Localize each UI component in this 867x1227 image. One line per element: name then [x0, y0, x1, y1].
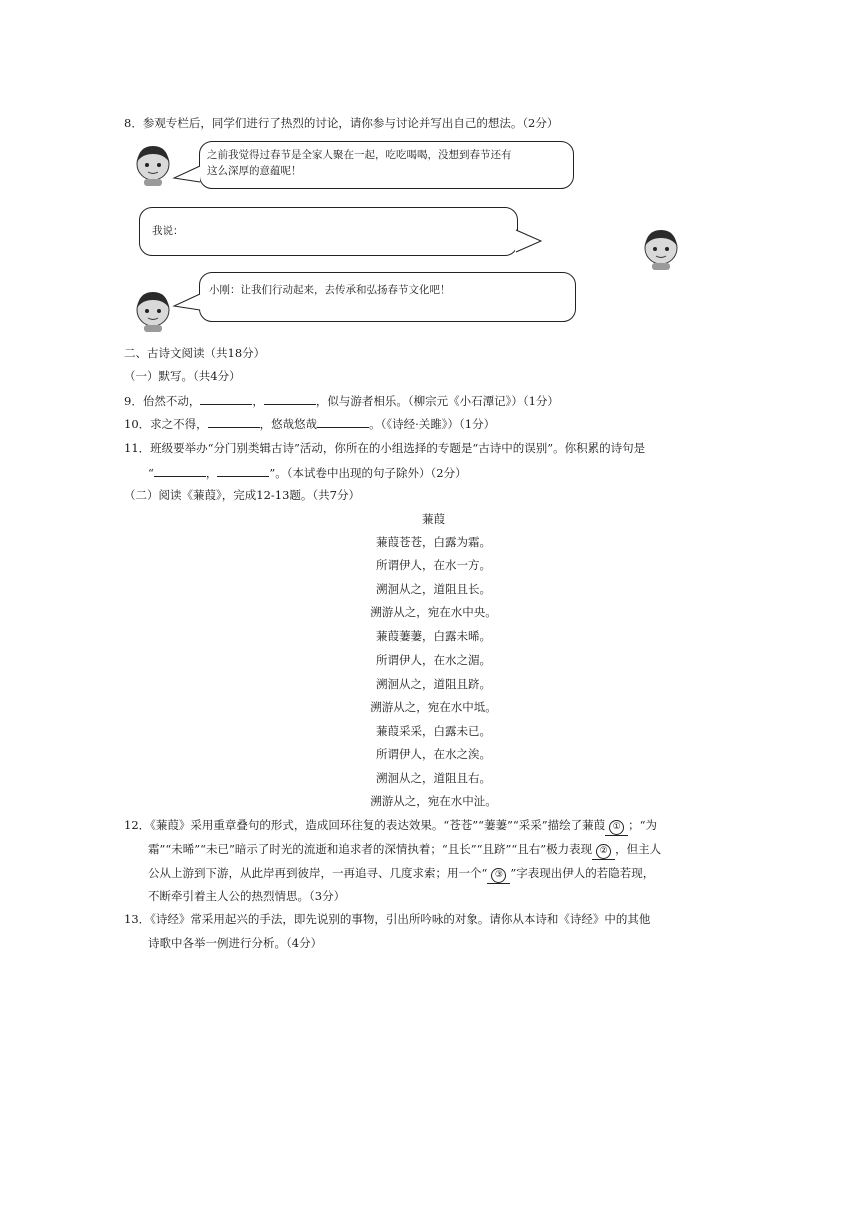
answer-blank[interactable] [154, 464, 206, 477]
answer-blank[interactable] [217, 464, 269, 477]
boy-avatar-icon [130, 140, 176, 186]
poem-line: 蒹葭采采，白露未已。 [376, 724, 491, 738]
question-12-line-2 [148, 841, 661, 860]
poem-line: 溯游从之，宛在水中坻。 [370, 700, 497, 714]
circled-number: ② [596, 844, 611, 859]
answer-blank[interactable] [317, 415, 369, 428]
q10-prefix: 10．求之不得， [124, 417, 208, 431]
q10-suffix: 。（《诗经·关雎》）（1分） [369, 417, 496, 431]
poem-line: 所谓伊人，在水一方。 [376, 558, 491, 572]
question-12-line-1 [124, 817, 657, 836]
q9-suffix: ，似与游者相乐。（柳宗元《小石潭记》）（1分） [315, 394, 559, 408]
bubble-tail-left [172, 292, 202, 314]
poem-line: 蒹葭苍苍，白露为霜。 [376, 535, 491, 549]
bubble-1-line-1: 之前我觉得过春节是全家人聚在一起，吃吃喝喝，没想到春节还有 [207, 149, 512, 161]
answer-blank[interactable] [605, 818, 628, 836]
boy-avatar-icon [130, 286, 176, 332]
q11-mid: ， [205, 466, 218, 480]
question-12-line-3 [148, 865, 654, 884]
circled-number: ① [609, 820, 624, 835]
q12-text: 霜”“未晞”“未已”暗示了时光的流逝和追求者的深情执着；“且长”“且跻”“且右”极力表现 [148, 842, 593, 856]
boy-avatar-icon [638, 224, 684, 270]
question-8-prompt: 8．参观专栏后，同学们进行了热烈的讨论，请你参与讨论并写出自己的想法。（2分） [124, 116, 559, 130]
poem-line: 溯游从之，宛在水中沚。 [370, 794, 497, 808]
question-11-line-1: 11．班级要举办“分门别类辑古诗”活动，你所在的小组选择的专题是“古诗中的误别”。你积累的诗句是 [124, 441, 646, 455]
question-13-line-2: 诗歌中各举一例进行分析。（4分） [148, 936, 323, 950]
poem-title: 蒹葭 [422, 512, 445, 526]
q12-text: ，但主人 [615, 842, 662, 856]
bubble-tail-right [515, 226, 543, 256]
bubble-2-text: 我说： [152, 225, 184, 237]
poem-line: 蒹葭萋萋，白露未晞。 [376, 629, 491, 643]
answer-blank[interactable] [487, 866, 510, 884]
answer-blank[interactable] [264, 392, 316, 405]
poem-line: 溯洄从之，道阻且长。 [376, 582, 491, 596]
poem-line: 溯洄从之，道阻且右。 [376, 771, 491, 785]
q12-text: 公从上游到下游，从此岸再到彼岸，一再追寻、几度求索；用一个“ [148, 866, 488, 880]
q9-mid: ， [252, 394, 264, 408]
question-13-line-1: 13．《诗经》常采用起兴的手法，即先说别的事物，引出所吟咏的对象。请你从本诗和《诗经》中的其他 [124, 912, 651, 926]
poem-line: 所谓伊人，在水之湄。 [376, 653, 491, 667]
bubble-tail-left [172, 164, 202, 186]
question-11-line-2 [148, 464, 467, 481]
q12-text: ；“为 [628, 818, 658, 832]
section-2-title: 二、古诗文阅读（共18分） [124, 346, 266, 360]
answer-blank[interactable] [200, 392, 252, 405]
part-2-title: （二）阅读《蒹葭》，完成12-13题。（共7分） [124, 488, 360, 502]
bubble-1-line-2: 这么深厚的意蕴呢！ [207, 165, 302, 177]
question-10 [124, 415, 495, 432]
poem-line: 所谓伊人，在水之涘。 [376, 747, 491, 761]
poem-line: 溯洄从之，道阻且跻。 [376, 677, 491, 691]
q10-mid: ，悠哉悠哉 [259, 417, 318, 431]
speech-bubble-2 [139, 207, 518, 256]
q12-text: 12．《蒹葭》采用重章叠句的形式，造成回环往复的表达效果。“苍苍”“萋萋”“采采”描绘了蒹葭 [124, 818, 606, 832]
q12-text: ”字表现出伊人的若隐若现， [510, 866, 655, 880]
q11-open-quote: “ [148, 466, 154, 480]
part-1-title: （一）默写。（共4分） [124, 369, 241, 383]
question-12-line-4: 不断牵引着主人公的热烈情思。（3分） [148, 889, 346, 903]
answer-blank[interactable] [592, 842, 615, 860]
circled-number: ③ [491, 868, 506, 883]
answer-blank[interactable] [208, 415, 260, 428]
poem-line: 溯游从之，宛在水中央。 [370, 605, 497, 619]
question-9 [124, 392, 559, 409]
bubble-3-text: 小刚：让我们行动起来，去传承和弘扬春节文化吧！ [209, 284, 451, 296]
q9-prefix: 9．佁然不动， [124, 394, 201, 408]
q11-suffix: ”。（本试卷中出现的句子除外）（2分） [269, 466, 467, 480]
